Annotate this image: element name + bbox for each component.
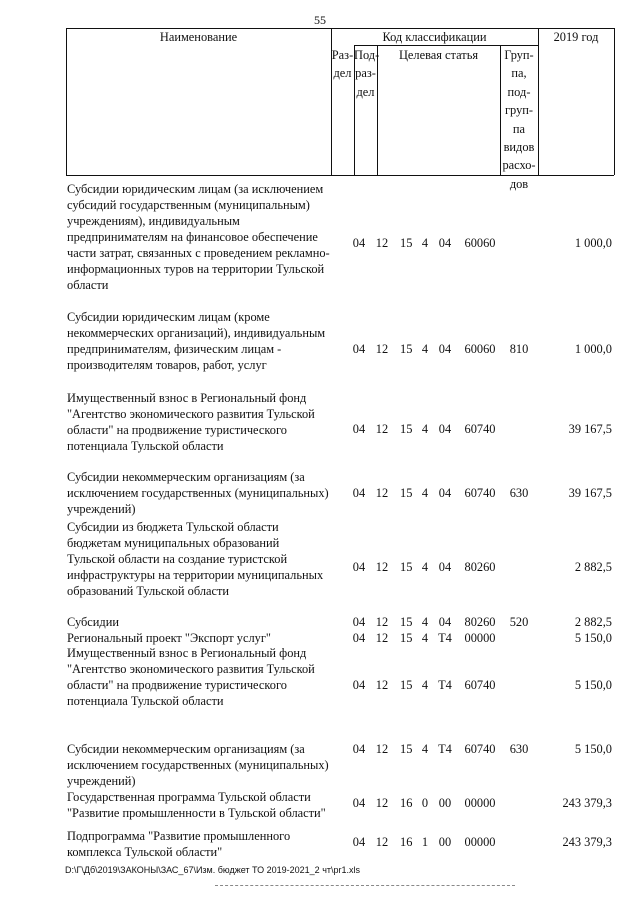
amount-2019: 2 882,5	[574, 560, 612, 574]
amount-2019: 5 150,0	[574, 631, 612, 645]
code-subprogram: 4	[421, 486, 429, 500]
code-razdel: 04	[352, 486, 366, 500]
amount-2019: 5 150,0	[574, 742, 612, 756]
code-program: 15	[400, 486, 413, 500]
code-subprogram: 4	[421, 678, 429, 692]
code-program: 16	[400, 835, 413, 849]
code-main-event: T4	[438, 678, 452, 692]
code-podrazdel: 12	[375, 742, 389, 756]
code-program: 15	[400, 631, 413, 645]
code-program: 15	[400, 236, 413, 250]
code-razdel: 04	[352, 742, 366, 756]
code-main-event: T4	[438, 742, 452, 756]
code-razdel: 04	[352, 835, 366, 849]
code-razdel: 04	[352, 236, 366, 250]
code-main-event: 00	[438, 835, 452, 849]
amount-2019: 2 882,5	[574, 615, 612, 629]
row-name	[67, 181, 345, 293]
amount-2019: 39 167,5	[568, 486, 612, 500]
row-name-line: Субсидии юридическим лицам (за исключением	[67, 182, 324, 196]
code-direction: 00000	[464, 796, 496, 810]
code-direction: 80260	[464, 560, 496, 574]
row-name-line: учреждений)	[67, 502, 136, 516]
footer-divider	[215, 885, 515, 886]
code-podrazdel: 12	[375, 342, 389, 356]
amount-2019: 243 379,3	[562, 835, 612, 849]
code-direction: 60060	[464, 236, 496, 250]
code-main-event: 04	[438, 422, 452, 436]
code-subprogram: 1	[421, 835, 429, 849]
row-name-line: информационных туров на территории Тульской	[67, 262, 325, 276]
code-podrazdel: 12	[375, 678, 389, 692]
code-program: 15	[400, 342, 413, 356]
code-subprogram: 0	[421, 796, 429, 810]
code-program: 15	[400, 422, 413, 436]
row-name	[67, 614, 345, 630]
row-name-line: "Развитие промышленности в Тульской области"	[67, 806, 326, 820]
code-podrazdel: 12	[375, 422, 389, 436]
code-main-event: 04	[438, 486, 452, 500]
code-main-event: 04	[438, 236, 452, 250]
row-name-line: Региональный проект "Экспорт услуг"	[67, 631, 271, 645]
code-direction: 00000	[464, 835, 496, 849]
code-razdel: 04	[352, 560, 366, 574]
header-podrazdel: Под- раз- дел	[354, 48, 380, 99]
code-main-event: 04	[438, 615, 452, 629]
row-name-line: исключением государственных (муниципальных)	[67, 758, 329, 772]
row-name-line: учреждений)	[67, 774, 136, 788]
row-name-line: производителям товаров, работ, услуг	[67, 358, 267, 372]
code-expense-type: 810	[509, 342, 529, 356]
header-codes: Код классификации	[382, 30, 487, 44]
file-path-footer: D:\Г\Дб\2019\ЗАКОНЫ\ЗАС_67\Изм. бюджет ТО 2019-2021_2 чт\pr1.xls	[65, 865, 361, 875]
code-direction: 80260	[464, 615, 496, 629]
row-name-line: области" на продвижение туристического	[67, 423, 287, 437]
code-podrazdel: 12	[375, 835, 389, 849]
code-expense-type: 630	[509, 486, 529, 500]
code-subprogram: 4	[421, 560, 429, 574]
header-target-article: Целевая статья	[398, 48, 479, 62]
row-name-line: инфраструктуры на территории муниципальных	[67, 568, 324, 582]
row-name-line: потенциала Тульской области	[67, 694, 224, 708]
row-name-line: бюджетам муниципальных образований	[67, 536, 280, 550]
code-subprogram: 4	[421, 631, 429, 645]
amount-2019: 1 000,0	[574, 236, 612, 250]
code-main-event: T4	[438, 631, 452, 645]
row-name-line: учреждениям), индивидуальным	[67, 214, 240, 228]
header-year: 2019 год	[553, 30, 599, 44]
code-podrazdel: 12	[375, 486, 389, 500]
header-vid: Груп- па, под- груп- па видов расхо- дов	[502, 48, 536, 191]
page-number: 55	[314, 13, 326, 27]
row-name-line: Субсидии некоммерческим организациям (за	[67, 470, 305, 484]
code-main-event: 00	[438, 796, 452, 810]
code-expense-type: 630	[509, 742, 529, 756]
row-name-line: некоммерческих организаций), индивидуальным	[67, 326, 326, 340]
row-name-line: "Агентство экономического развития Тульской	[67, 662, 315, 676]
row-name-line: субсидий государственным (муниципальным)	[67, 198, 310, 212]
row-name-line: Субсидии юридическим лицам (кроме	[67, 310, 270, 324]
row-name-line: комплекса Тульской области"	[67, 845, 223, 859]
code-podrazdel: 12	[375, 560, 389, 574]
code-direction: 60740	[464, 486, 496, 500]
row-name-line: Субсидии	[67, 615, 119, 629]
code-main-event: 04	[438, 342, 452, 356]
row-name-line: образований Тульской области	[67, 584, 230, 598]
row-name	[67, 645, 345, 709]
code-direction: 60740	[464, 742, 496, 756]
code-podrazdel: 12	[375, 615, 389, 629]
row-name	[67, 630, 345, 646]
row-name	[67, 789, 345, 821]
row-name-line: области" на продвижение туристического	[67, 678, 287, 692]
row-name-line: Субсидии из бюджета Тульской области	[67, 520, 279, 534]
code-razdel: 04	[352, 678, 366, 692]
row-name-line: предпринимателям, физическим лицам -	[67, 342, 282, 356]
code-razdel: 04	[352, 422, 366, 436]
amount-2019: 243 379,3	[562, 796, 612, 810]
amount-2019: 5 150,0	[574, 678, 612, 692]
header-razdel: Раз- дел	[331, 48, 354, 81]
row-name	[67, 741, 345, 789]
code-program: 15	[400, 560, 413, 574]
code-subprogram: 4	[421, 342, 429, 356]
code-podrazdel: 12	[375, 236, 389, 250]
code-podrazdel: 12	[375, 631, 389, 645]
row-name	[67, 519, 345, 599]
row-name-line: Государственная программа Тульской области	[67, 790, 311, 804]
row-name-line: исключением государственных (муниципальных)	[67, 486, 329, 500]
code-subprogram: 4	[421, 422, 429, 436]
row-name-line: области	[67, 278, 109, 292]
code-program: 15	[400, 678, 413, 692]
code-razdel: 04	[352, 615, 366, 629]
row-name-line: Имущественный взнос в Региональный фонд	[67, 646, 307, 660]
code-program: 15	[400, 615, 413, 629]
code-razdel: 04	[352, 796, 366, 810]
row-name-line: предпринимателям на финансовое обеспечение	[67, 230, 318, 244]
row-name	[67, 828, 345, 860]
row-name-line: Субсидии некоммерческим организациям (за	[67, 742, 305, 756]
code-direction: 60740	[464, 678, 496, 692]
code-program: 16	[400, 796, 413, 810]
code-subprogram: 4	[421, 742, 429, 756]
code-direction: 00000	[464, 631, 496, 645]
code-main-event: 04	[438, 560, 452, 574]
code-subprogram: 4	[421, 236, 429, 250]
code-direction: 60740	[464, 422, 496, 436]
row-name-line: Подпрограмма "Развитие промышленного	[67, 829, 291, 843]
code-direction: 60060	[464, 342, 496, 356]
code-razdel: 04	[352, 342, 366, 356]
row-name	[67, 469, 345, 517]
row-name-line: части затрат, связанных с проведением рекламно-	[67, 246, 330, 260]
code-razdel: 04	[352, 631, 366, 645]
amount-2019: 1 000,0	[574, 342, 612, 356]
row-name-line: Имущественный взнос в Региональный фонд	[67, 391, 307, 405]
row-name-line: Тульской области на создание туристской	[67, 552, 288, 566]
code-subprogram: 4	[421, 615, 429, 629]
row-name-line: "Агентство экономического развития Тульской	[67, 407, 315, 421]
row-name	[67, 309, 345, 373]
code-program: 15	[400, 742, 413, 756]
code-expense-type: 520	[509, 615, 529, 629]
row-name	[67, 390, 345, 454]
amount-2019: 39 167,5	[568, 422, 612, 436]
row-name-line: потенциала Тульской области	[67, 439, 224, 453]
code-podrazdel: 12	[375, 796, 389, 810]
header-name: Наименование	[159, 30, 238, 44]
